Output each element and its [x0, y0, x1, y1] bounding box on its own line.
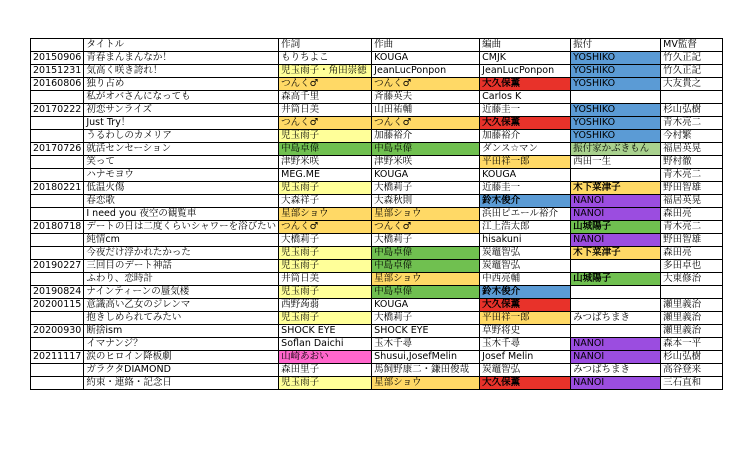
cell-release-date: 20151231: [31, 65, 84, 78]
cell-mv-director: 森田亮: [661, 247, 723, 260]
cell-mv-director: 杉山弘樹: [661, 104, 723, 117]
cell-mv-director: 青木亮二: [661, 221, 723, 234]
cell-arranger: 炭竈智弘: [480, 364, 571, 377]
header-arranger: 編曲: [480, 39, 571, 52]
cell-title: ふわり、恋時計: [84, 273, 279, 286]
cell-choreographer: NANOI: [571, 208, 661, 221]
cell-title: 低温火傷: [84, 182, 279, 195]
cell-title: 意識高い乙女のジレンマ: [84, 299, 279, 312]
cell-choreographer: 木下菜津子: [571, 247, 661, 260]
cell-arranger: hisakuni: [480, 234, 571, 247]
table-row: [31, 377, 723, 390]
cell-choreographer: YOSHIKO: [571, 117, 661, 130]
cell-title: 抱きしめられてみたい: [84, 312, 279, 325]
cell-composer: KOUGA: [372, 299, 480, 312]
cell-composer: 馬飼野康二・鎌田俊哉: [372, 364, 480, 377]
table-row: [31, 91, 723, 104]
cell-composer: 大橋莉子: [372, 182, 480, 195]
cell-release-date: [31, 169, 84, 182]
cell-release-date: [31, 208, 84, 221]
table-row: [31, 104, 723, 117]
cell-mv-director: 三石直和: [661, 377, 723, 390]
header-lyricist: 作詞: [279, 39, 372, 52]
cell-mv-director: 瀬里義治: [661, 325, 723, 338]
cell-choreographer: NANOI: [571, 338, 661, 351]
cell-release-date: 20180221: [31, 182, 84, 195]
cell-composer: 星部ショウ: [372, 208, 480, 221]
cell-lyricist: 森高千里: [279, 91, 372, 104]
cell-mv-director: 大東修治: [661, 273, 723, 286]
table-row: [31, 286, 723, 299]
table-row: [31, 299, 723, 312]
cell-arranger: 中西亮輔: [480, 273, 571, 286]
cell-release-date: 20150906: [31, 52, 84, 65]
cell-choreographer: YOSHIKO: [571, 52, 661, 65]
table-row: [31, 78, 723, 91]
cell-arranger: 近藤圭一: [480, 104, 571, 117]
cell-choreographer: 西田一生: [571, 156, 661, 169]
table-row: [31, 260, 723, 273]
cell-lyricist: 津野米咲: [279, 156, 372, 169]
cell-choreographer: みつばちまき: [571, 312, 661, 325]
cell-arranger: 江上浩太郎: [480, 221, 571, 234]
cell-release-date: [31, 91, 84, 104]
cell-composer: 加藤裕介: [372, 130, 480, 143]
cell-mv-director: [661, 286, 723, 299]
cell-title: ハナモヨウ: [84, 169, 279, 182]
cell-release-date: [31, 364, 84, 377]
cell-title: 純情cm: [84, 234, 279, 247]
cell-mv-director: 福居英晃: [661, 195, 723, 208]
cell-lyricist: 大橋莉子: [279, 234, 372, 247]
table-row: [31, 247, 723, 260]
cell-arranger: 玉木千尋: [480, 338, 571, 351]
cell-lyricist: 星部ショウ: [279, 208, 372, 221]
cell-lyricist: 児玉雨子: [279, 182, 372, 195]
cell-release-date: 20211117: [31, 351, 84, 364]
cell-choreographer: [571, 299, 661, 312]
table-row: [31, 338, 723, 351]
cell-arranger: Carlos K: [480, 91, 571, 104]
cell-title: 三回目のデート神話: [84, 260, 279, 273]
table-row: [31, 143, 723, 156]
cell-title: 気高く咲き誇れ！: [84, 65, 279, 78]
cell-arranger: JeanLucPonpon: [480, 65, 571, 78]
cell-composer: 斉藤英夫: [372, 91, 480, 104]
cell-composer: Shusui,JosefMelin: [372, 351, 480, 364]
cell-lyricist: 児玉雨子: [279, 260, 372, 273]
cell-arranger: 炭竈智弘: [480, 260, 571, 273]
cell-title: 涙のヒロイン降板劇: [84, 351, 279, 364]
cell-release-date: 20200930: [31, 325, 84, 338]
cell-mv-director: 竹久正記: [661, 52, 723, 65]
cell-choreographer: 山城陽子: [571, 221, 661, 234]
cell-choreographer: NANOI: [571, 195, 661, 208]
cell-arranger: 大久保薫: [480, 299, 571, 312]
table-row: [31, 351, 723, 364]
cell-title: Just Try！: [84, 117, 279, 130]
cell-arranger: 草野将史: [480, 325, 571, 338]
header-composer: 作曲: [372, 39, 480, 52]
cell-choreographer: [571, 260, 661, 273]
cell-choreographer: 振付家かぶきもん: [571, 143, 661, 156]
cell-lyricist: 児玉雨子: [279, 130, 372, 143]
cell-lyricist: MEG.ME: [279, 169, 372, 182]
cell-mv-director: 瀬里義治: [661, 312, 723, 325]
cell-choreographer: みつばちまき: [571, 364, 661, 377]
table-row: [31, 273, 723, 286]
cell-mv-director: 野田智雄: [661, 234, 723, 247]
cell-composer: 中島卓偉: [372, 247, 480, 260]
cell-composer: JeanLucPonpon: [372, 65, 480, 78]
cell-mv-director: 福居英晃: [661, 143, 723, 156]
cell-lyricist: 井筒日美: [279, 273, 372, 286]
cell-arranger: 平田祥一郎: [480, 312, 571, 325]
cell-title: ガラクタDIAMOND: [84, 364, 279, 377]
cell-lyricist: 山崎あおい: [279, 351, 372, 364]
cell-composer: 山田祐輔: [372, 104, 480, 117]
cell-release-date: 20190824: [31, 286, 84, 299]
cell-arranger: 大久保薫: [480, 377, 571, 390]
cell-choreographer: [571, 325, 661, 338]
cell-mv-director: 多田卓也: [661, 260, 723, 273]
cell-composer: 大橋莉子: [372, 234, 480, 247]
cell-title: ナインティーンの蜃気楼: [84, 286, 279, 299]
table-row: [31, 221, 723, 234]
cell-arranger: 浜田ピエール裕介: [480, 208, 571, 221]
cell-choreographer: NANOI: [571, 377, 661, 390]
cell-arranger: 大久保薫: [480, 78, 571, 91]
cell-release-date: 20200115: [31, 299, 84, 312]
cell-lyricist: SHOCK EYE: [279, 325, 372, 338]
cell-release-date: [31, 338, 84, 351]
cell-release-date: 20190227: [31, 260, 84, 273]
cell-arranger: KOUGA: [480, 169, 571, 182]
cell-title: 断捨ism: [84, 325, 279, 338]
cell-title: 今夜だけ浮かれたかった: [84, 247, 279, 260]
cell-mv-director: 森田亮: [661, 208, 723, 221]
cell-lyricist: つんく♂: [279, 221, 372, 234]
header-date: [31, 39, 84, 52]
cell-mv-director: 高谷登来: [661, 364, 723, 377]
cell-title: 約束・連絡・記念日: [84, 377, 279, 390]
cell-title: I need you 夜空の観覧車: [84, 208, 279, 221]
cell-mv-director: 今村繁: [661, 130, 723, 143]
cell-arranger: 鈴木俊介: [480, 195, 571, 208]
cell-title: 初恋サンライズ: [84, 104, 279, 117]
cell-arranger: CMJK: [480, 52, 571, 65]
cell-composer: 大森秋則: [372, 195, 480, 208]
cell-release-date: [31, 247, 84, 260]
cell-lyricist: 児玉雨子・角田崇徳: [279, 65, 372, 78]
table-row: [31, 208, 723, 221]
cell-choreographer: YOSHIKO: [571, 104, 661, 117]
cell-title: デートの日は二度くらいシャワーを浴びたい: [84, 221, 279, 234]
cell-lyricist: もりちよこ: [279, 52, 372, 65]
cell-arranger: 近藤圭一: [480, 182, 571, 195]
cell-title: 笑って: [84, 156, 279, 169]
cell-composer: 中島卓偉: [372, 286, 480, 299]
cell-composer: KOUGA: [372, 169, 480, 182]
table-row: [31, 117, 723, 130]
cell-title: うるわしのカメリア: [84, 130, 279, 143]
cell-mv-director: [661, 91, 723, 104]
cell-choreographer: 木下菜津子: [571, 182, 661, 195]
cell-arranger: 平田祥一郎: [480, 156, 571, 169]
cell-release-date: [31, 273, 84, 286]
table-row: [31, 364, 723, 377]
cell-title: 就活センセーション: [84, 143, 279, 156]
header-title: タイトル: [84, 39, 279, 52]
table-row: [31, 182, 723, 195]
cell-lyricist: 西野蒟蒻: [279, 299, 372, 312]
cell-arranger: Josef Melin: [480, 351, 571, 364]
credits-table: [30, 38, 723, 390]
cell-mv-director: 大友貴之: [661, 78, 723, 91]
cell-arranger: ダンス☆マン: [480, 143, 571, 156]
cell-choreographer: YOSHIKO: [571, 65, 661, 78]
table-row: [31, 312, 723, 325]
cell-composer: つんく♂: [372, 78, 480, 91]
cell-composer: つんく♂: [372, 221, 480, 234]
cell-choreographer: [571, 169, 661, 182]
cell-release-date: [31, 377, 84, 390]
cell-release-date: 20170726: [31, 143, 84, 156]
header-choreographer: 振付: [571, 39, 661, 52]
cell-title: 青春まんまんなか！: [84, 52, 279, 65]
cell-release-date: 20180718: [31, 221, 84, 234]
cell-release-date: [31, 234, 84, 247]
cell-composer: 中島卓偉: [372, 260, 480, 273]
table-row: [31, 52, 723, 65]
cell-lyricist: 大森祥子: [279, 195, 372, 208]
cell-release-date: [31, 312, 84, 325]
cell-choreographer: [571, 91, 661, 104]
cell-composer: SHOCK EYE: [372, 325, 480, 338]
header-mv-director: MV監督: [661, 39, 723, 52]
cell-release-date: 20170222: [31, 104, 84, 117]
cell-title: 私がオバさんになっても: [84, 91, 279, 104]
cell-composer: 中島卓偉: [372, 143, 480, 156]
cell-mv-director: 青木亮二: [661, 117, 723, 130]
cell-choreographer: 山城陽子: [571, 273, 661, 286]
cell-mv-director: 野田智雄: [661, 182, 723, 195]
cell-lyricist: 児玉雨子: [279, 312, 372, 325]
cell-arranger: 鈴木俊介: [480, 286, 571, 299]
header-row: [31, 39, 723, 52]
cell-composer: 星部ショウ: [372, 377, 480, 390]
cell-title: イマナンジ？: [84, 338, 279, 351]
cell-composer: 大橋莉子: [372, 312, 480, 325]
cell-mv-director: 青木亮二: [661, 169, 723, 182]
cell-choreographer: NANOI: [571, 234, 661, 247]
cell-lyricist: 児玉雨子: [279, 286, 372, 299]
cell-release-date: 20160806: [31, 78, 84, 91]
cell-release-date: [31, 156, 84, 169]
table-row: [31, 234, 723, 247]
cell-mv-director: 森本一平: [661, 338, 723, 351]
cell-composer: つんく♂: [372, 117, 480, 130]
cell-choreographer: [571, 286, 661, 299]
cell-title: 独り占め: [84, 78, 279, 91]
cell-arranger: 炭竈智弘: [480, 247, 571, 260]
cell-lyricist: 井筒日美: [279, 104, 372, 117]
cell-lyricist: 森田里子: [279, 364, 372, 377]
cell-arranger: 大久保薫: [480, 117, 571, 130]
cell-lyricist: つんく♂: [279, 78, 372, 91]
cell-lyricist: 児玉雨子: [279, 377, 372, 390]
cell-composer: KOUGA: [372, 52, 480, 65]
cell-choreographer: YOSHIKO: [571, 78, 661, 91]
cell-arranger: 加藤裕介: [480, 130, 571, 143]
cell-choreographer: YOSHIKO: [571, 130, 661, 143]
cell-lyricist: Soflan Daichi: [279, 338, 372, 351]
cell-release-date: [31, 195, 84, 208]
cell-mv-director: 野村徹: [661, 156, 723, 169]
cell-composer: 玉木千尋: [372, 338, 480, 351]
cell-lyricist: 中島卓偉: [279, 143, 372, 156]
cell-mv-director: 竹久正記: [661, 65, 723, 78]
table-row: [31, 130, 723, 143]
cell-release-date: [31, 130, 84, 143]
table-row: [31, 169, 723, 182]
cell-lyricist: つんく♂: [279, 117, 372, 130]
table-row: [31, 65, 723, 78]
table-row: [31, 156, 723, 169]
table-body: [31, 52, 723, 390]
cell-choreographer: NANOI: [571, 351, 661, 364]
table-row: [31, 325, 723, 338]
cell-release-date: [31, 117, 84, 130]
cell-title: 春恋歌: [84, 195, 279, 208]
cell-mv-director: 瀬里義治: [661, 299, 723, 312]
cell-composer: 星部ショウ: [372, 273, 480, 286]
table-row: [31, 195, 723, 208]
cell-composer: 津野米咲: [372, 156, 480, 169]
cell-lyricist: 児玉雨子: [279, 247, 372, 260]
cell-mv-director: 杉山弘樹: [661, 351, 723, 364]
